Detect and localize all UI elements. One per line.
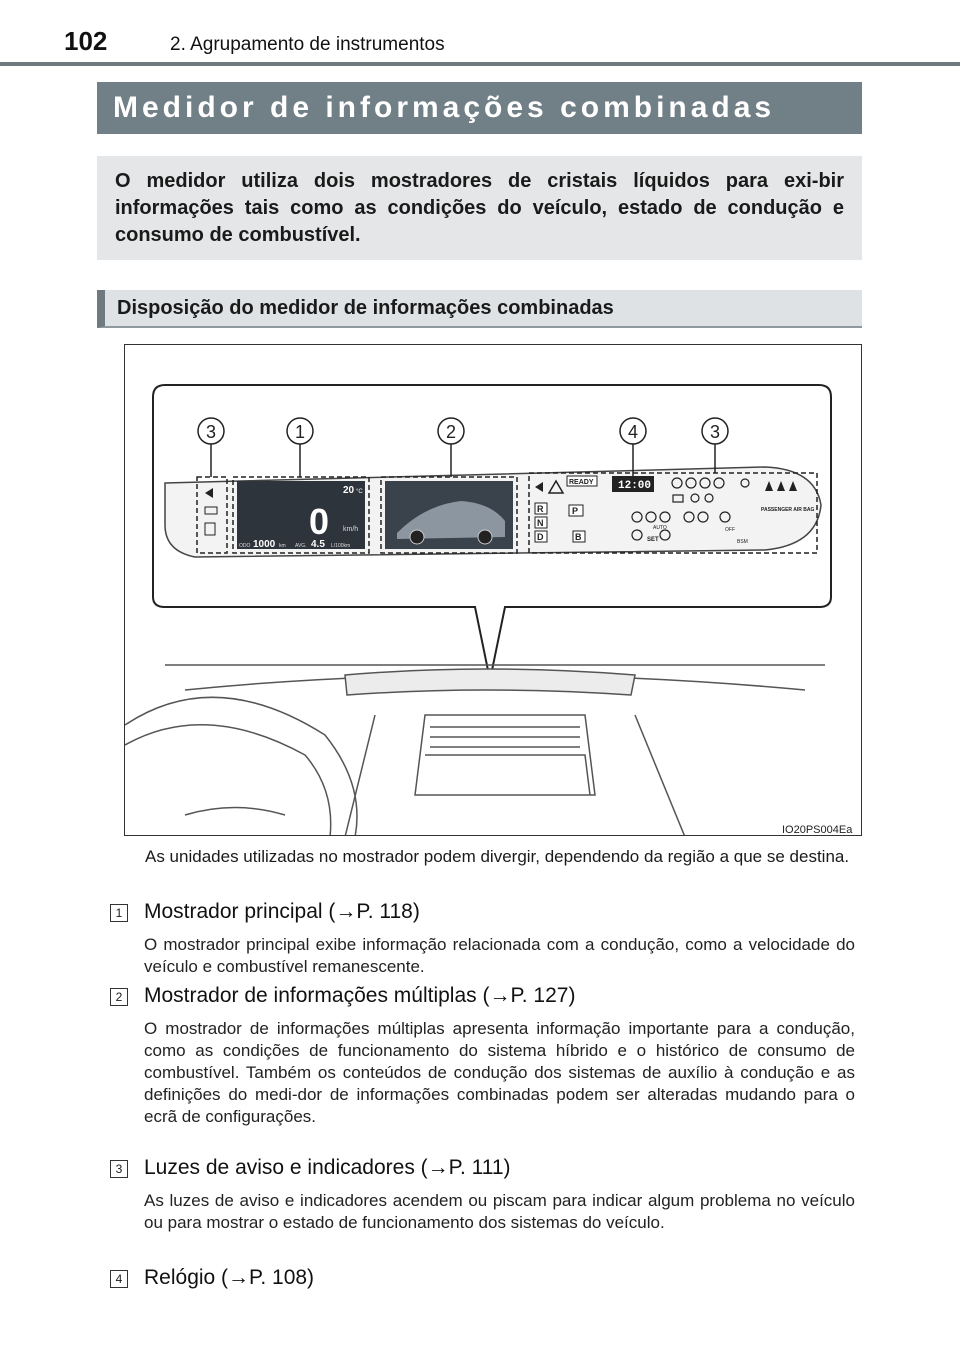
bsm-label: BSM <box>737 539 748 545</box>
page-header <box>0 0 960 70</box>
dashboard-outline <box>125 665 825 836</box>
item-description: O mostrador de informações múltiplas apresenta informação importante para a condução, como as condições de funcionamento do sistema híbrido e o histórico de consumo de combustível. Também os conteúdos de condução dos sistemas de auxílio à condução e as definições do medi-dor de informações combinadas podem ser alteradas mudando para o ecrã de configurações. <box>144 1019 855 1126</box>
speed-value: 0 <box>309 501 330 542</box>
odo-unit: km <box>279 543 286 549</box>
odo-label: ODO <box>239 543 251 549</box>
section-title-bar <box>97 82 862 134</box>
avg-unit: L/100km <box>331 543 351 549</box>
ready-label: READY <box>569 479 594 486</box>
callout-1: 1 <box>294 422 306 442</box>
callout-2: 2 <box>445 422 457 442</box>
temperature-value: 20 <box>343 485 355 496</box>
clock-value: 12:00 <box>618 480 652 492</box>
speed-unit: km/h <box>343 526 359 533</box>
item-number: 1 <box>110 904 128 922</box>
item-title[interactable]: Mostrador principal (→P. 118) <box>144 900 420 923</box>
auto-label: AUTO <box>653 525 667 531</box>
set-label: SET <box>647 537 659 543</box>
odo-value: 1000 <box>253 539 276 550</box>
car-wheel-front-icon <box>410 530 424 544</box>
chapter-title: 2. Agrupamento de instrumentos <box>170 34 445 55</box>
item-title[interactable]: Luzes de aviso e indicadores (→P. 111) <box>144 1156 511 1179</box>
passenger-airbag-label: PASSENGER AIR BAG <box>761 507 815 513</box>
car-wheel-rear-icon <box>478 530 492 544</box>
gear-n: N <box>537 518 544 528</box>
units-note: As unidades utilizadas no mostrador podem divergir, dependendo da região a que se destina. <box>145 847 850 866</box>
intro-text: O medidor utiliza dois mostradores de cristais líquidos para exi-bir informações tais como as condições do veículo, estado de condução e consumo de combustível. <box>115 170 844 246</box>
avg-label: AVG. <box>295 543 307 549</box>
callout-4: 4 <box>627 422 639 442</box>
gear-r: R <box>537 504 544 514</box>
temperature-unit: °C <box>356 489 363 495</box>
callout-3-left: 3 <box>205 422 217 442</box>
subsection-bar <box>97 290 862 328</box>
section-title: Medidor de informações combinadas <box>113 91 776 124</box>
item-title[interactable]: Mostrador de informações múltiplas (→P. 127) <box>144 984 576 1007</box>
header-rule <box>0 62 960 66</box>
figure-code: IO20PS004Ea <box>782 824 853 836</box>
off-label: OFF <box>725 527 735 533</box>
dashboard-illustration <box>125 345 862 836</box>
callout-3-right: 3 <box>709 422 721 442</box>
page-number: 102 <box>64 26 108 56</box>
item-description: O mostrador principal exibe informação relacionada com a condução, como a velocidade do veículo e combustível remanescente. <box>144 935 855 976</box>
subsection-title: Disposição do medidor de informações combinadas <box>117 297 614 319</box>
park-label: P <box>572 506 579 516</box>
item-description: As luzes de aviso e indicadores acendem ou piscam para indicar algum problema no veículo ou para mostrar o estado de funcionamento dos sistemas do veículo. <box>144 1191 855 1232</box>
avg-value: 4.5 <box>311 539 325 550</box>
item-number: 4 <box>110 1270 128 1288</box>
brake-label: B <box>575 532 582 542</box>
item-number: 2 <box>110 988 128 1006</box>
item-number: 3 <box>110 1160 128 1178</box>
intro-box <box>97 156 862 260</box>
gear-d: D <box>537 532 544 542</box>
item-title[interactable]: Relógio (→P. 108) <box>144 1266 315 1289</box>
dashboard-figure <box>124 344 862 836</box>
